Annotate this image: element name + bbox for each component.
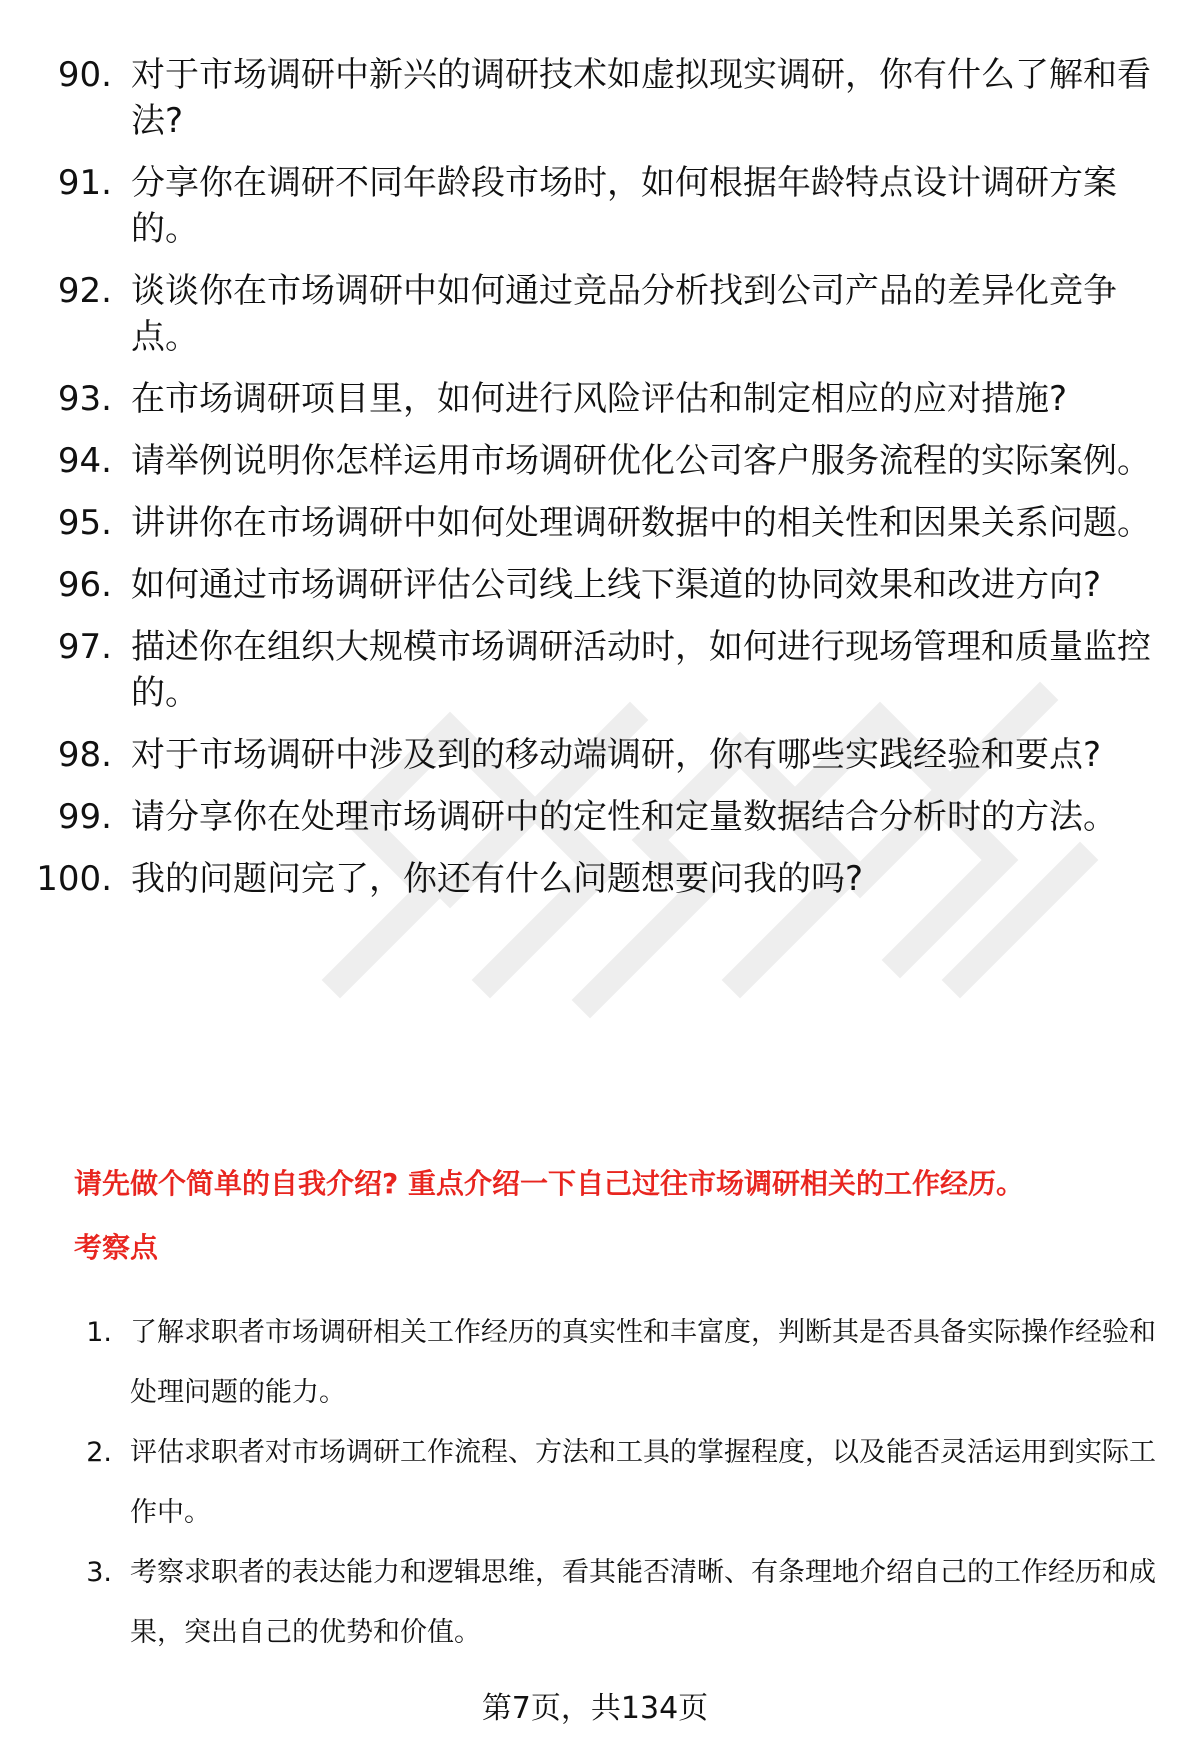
list-item bbox=[0, 52, 1190, 144]
list-item bbox=[0, 856, 1190, 902]
question-text: 分享你在调研不同年龄段市场时，如何根据年龄特点设计调研方案的。 bbox=[131, 163, 1117, 249]
question-number: 94. bbox=[57, 441, 112, 481]
highlight-question: 请先做个简单的自我介绍? 重点介绍一下自己过往市场调研相关的工作经历。 bbox=[74, 1167, 1024, 1200]
list-item bbox=[0, 438, 1190, 484]
list-item bbox=[0, 624, 1190, 716]
question-number: 96. bbox=[57, 565, 112, 605]
list-item bbox=[0, 1303, 1190, 1423]
question-number: 98. bbox=[57, 735, 112, 775]
point-number: 2. bbox=[86, 1437, 112, 1468]
list-item bbox=[0, 376, 1190, 422]
list-item bbox=[0, 1423, 1190, 1543]
list-item bbox=[0, 500, 1190, 546]
question-text: 对于市场调研中涉及到的移动端调研，你有哪些实践经验和要点? bbox=[131, 735, 1102, 775]
point-text: 了解求职者市场调研相关工作经历的真实性和丰富度，判断其是否具备实际操作经验和处理问题的能力。 bbox=[130, 1317, 1156, 1408]
list-item bbox=[0, 732, 1190, 778]
list-item bbox=[0, 562, 1190, 608]
list-item bbox=[0, 1543, 1190, 1663]
section-heading: 考察点 bbox=[74, 1231, 159, 1264]
question-text: 如何通过市场调研评估公司线上线下渠道的协同效果和改进方向? bbox=[131, 565, 1102, 605]
question-number: 91. bbox=[57, 163, 112, 203]
question-number: 97. bbox=[57, 627, 112, 667]
question-text: 请举例说明你怎样运用市场调研优化公司客户服务流程的实际案例。 bbox=[131, 441, 1151, 481]
question-number: 93. bbox=[57, 379, 112, 419]
list-item bbox=[0, 268, 1190, 360]
question-number: 100. bbox=[36, 859, 112, 899]
question-list bbox=[0, 52, 1190, 918]
page-footer: 第7页，共134页 bbox=[481, 1691, 709, 1726]
question-number: 99. bbox=[57, 797, 112, 837]
point-list bbox=[0, 1303, 1190, 1663]
question-text: 描述你在组织大规模市场调研活动时，如何进行现场管理和质量监控的。 bbox=[131, 627, 1151, 713]
question-text: 对于市场调研中新兴的调研技术如虚拟现实调研，你有什么了解和看法? bbox=[131, 55, 1151, 141]
question-number: 95. bbox=[57, 503, 112, 543]
question-text: 在市场调研项目里，如何进行风险评估和制定相应的应对措施? bbox=[131, 379, 1068, 419]
question-text: 讲讲你在市场调研中如何处理调研数据中的相关性和因果关系问题。 bbox=[131, 503, 1151, 543]
question-number: 90. bbox=[57, 55, 112, 95]
point-number: 3. bbox=[86, 1557, 112, 1588]
question-text: 谈谈你在市场调研中如何通过竞品分析找到公司产品的差异化竞争点。 bbox=[131, 271, 1117, 357]
point-text: 考察求职者的表达能力和逻辑思维，看其能否清晰、有条理地介绍自己的工作经历和成果，突出自己的优势和价值。 bbox=[130, 1557, 1156, 1648]
question-text: 请分享你在处理市场调研中的定性和定量数据结合分析时的方法。 bbox=[131, 797, 1117, 837]
list-item bbox=[0, 160, 1190, 252]
question-number: 92. bbox=[57, 271, 112, 311]
point-text: 评估求职者对市场调研工作流程、方法和工具的掌握程度，以及能否灵活运用到实际工作中。 bbox=[130, 1437, 1156, 1528]
question-text: 我的问题问完了，你还有什么问题想要问我的吗? bbox=[131, 859, 864, 899]
list-item bbox=[0, 794, 1190, 840]
point-number: 1. bbox=[86, 1317, 112, 1348]
